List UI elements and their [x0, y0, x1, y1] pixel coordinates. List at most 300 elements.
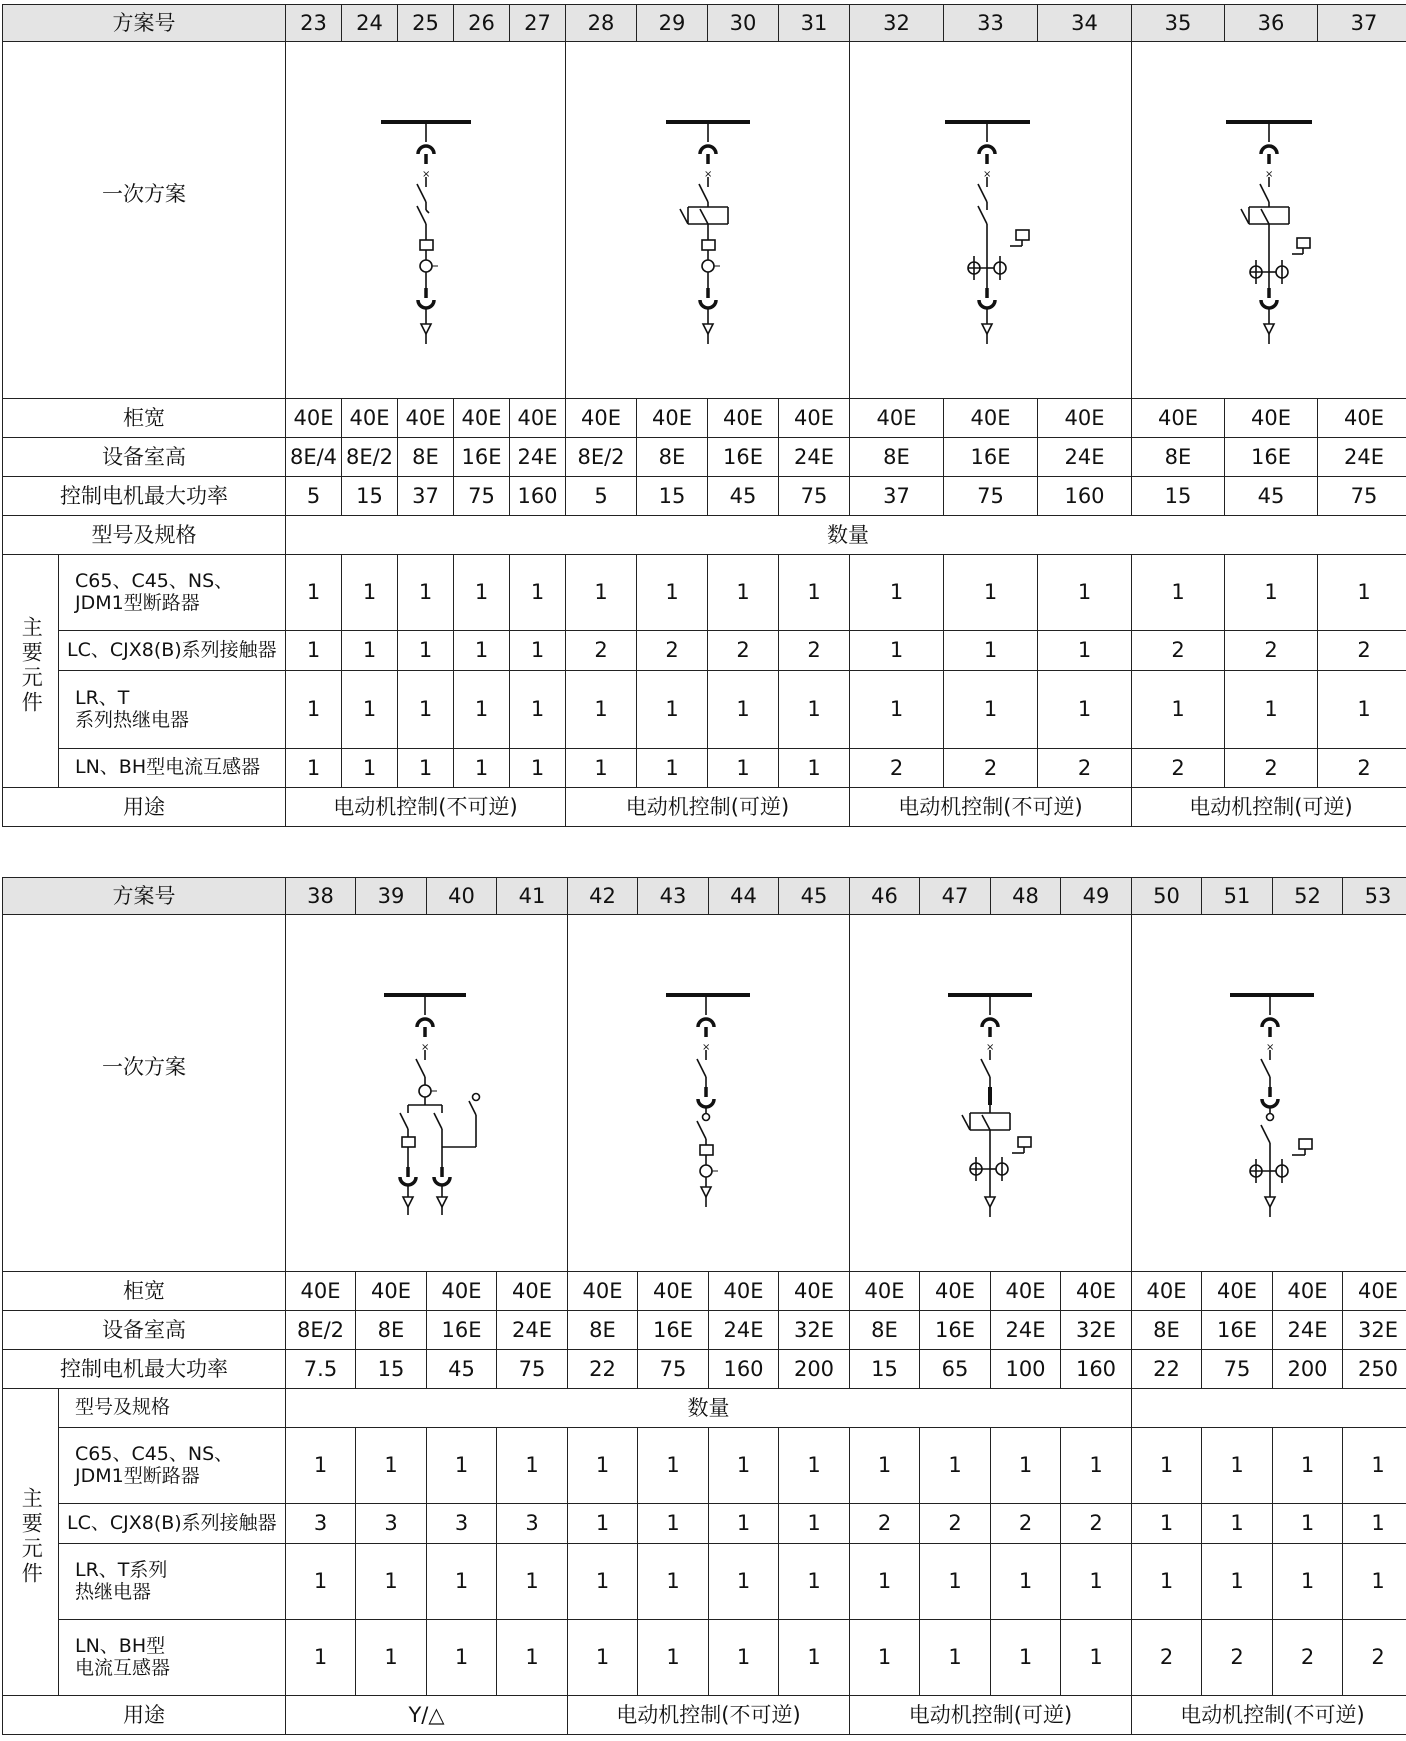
component-row	[3, 749, 1406, 788]
value-cell: 22	[568, 1350, 638, 1389]
single-line-diagram	[568, 915, 850, 1271]
value-cell: 40E	[850, 1272, 920, 1311]
component-name-line1: C65、C45、NS、	[75, 1442, 234, 1465]
value-cell: 40E	[1061, 1272, 1132, 1311]
value-cell: 250	[1343, 1350, 1406, 1389]
qty-cell: 1	[1273, 1428, 1343, 1504]
qty-cell: 1	[779, 1544, 850, 1620]
qty-cell: 2	[1202, 1620, 1273, 1696]
value-cell: 65	[920, 1350, 991, 1389]
row-label: 设备室高	[3, 1311, 286, 1350]
qty-cell: 1	[454, 555, 510, 631]
single-line-diagram	[286, 915, 568, 1271]
scheme-number: 33	[944, 5, 1038, 42]
qty-cell: 1	[920, 1428, 991, 1504]
value-cell: 75	[779, 477, 850, 516]
value-cell: 75	[1318, 477, 1406, 516]
cabinet-width-row	[3, 1272, 1406, 1311]
value-cell: 40E	[1202, 1272, 1273, 1311]
component-name-line1: LN、BH型电流互感器	[75, 756, 261, 779]
usage-cell: Y/△	[286, 1696, 568, 1735]
scheme-number: 36	[1225, 5, 1318, 42]
quantity-label: 数量	[286, 1389, 1132, 1428]
qty-cell: 1	[427, 1620, 497, 1696]
value-cell: 5	[566, 477, 637, 516]
value-cell: 8E	[398, 438, 454, 477]
scheme-number: 46	[850, 878, 920, 915]
scheme-number: 24	[342, 5, 398, 42]
component-name-line1: LC、CJX8(B)系列接触器	[67, 638, 277, 661]
qty-cell: 1	[1132, 1544, 1202, 1620]
value-cell: 160	[1038, 477, 1132, 516]
component-name-line2: JDM1型断路器	[75, 591, 200, 614]
qty-cell: 1	[1132, 1504, 1202, 1544]
qty-cell: 1	[568, 1544, 638, 1620]
value-cell: 40E	[568, 1272, 638, 1311]
qty-cell: 3	[356, 1504, 427, 1544]
qty-cell: 1	[779, 671, 850, 749]
scheme-number: 35	[1132, 5, 1225, 42]
qty-cell: 1	[779, 1620, 850, 1696]
single-line-diagram	[286, 42, 566, 398]
value-cell: 24E	[1318, 438, 1406, 477]
row-label: 控制电机最大功率	[3, 477, 286, 516]
value-cell: 40E	[286, 1272, 356, 1311]
qty-cell: 2	[1038, 749, 1132, 788]
qty-cell: 1	[637, 555, 708, 631]
qty-cell: 1	[779, 749, 850, 788]
qty-cell: 1	[398, 749, 454, 788]
value-cell: 40E	[850, 399, 944, 438]
qty-cell: 2	[779, 631, 850, 671]
value-cell: 40E	[779, 399, 850, 438]
component-name	[59, 1620, 286, 1696]
scheme-number: 30	[708, 5, 779, 42]
qty-cell: 1	[850, 1620, 920, 1696]
value-cell: 16E	[1225, 438, 1318, 477]
qty-cell: 1	[510, 671, 566, 749]
value-cell: 15	[850, 1350, 920, 1389]
scheme-number: 31	[779, 5, 850, 42]
qty-cell: 1	[991, 1620, 1061, 1696]
scheme-table-2	[2, 877, 1406, 1735]
spec-label: 型号及规格	[59, 1389, 286, 1428]
value-cell: 40E	[356, 1272, 427, 1311]
qty-cell: 1	[1038, 631, 1132, 671]
value-cell: 24E	[1038, 438, 1132, 477]
scheme-number: 50	[1132, 878, 1202, 915]
component-row	[3, 555, 1406, 631]
component-name-line2: 热继电器	[75, 1580, 152, 1603]
qty-cell: 2	[1225, 631, 1318, 671]
scheme-number-label: 方案号	[3, 5, 286, 42]
qty-cell: 1	[991, 1428, 1061, 1504]
value-cell: 24E	[1273, 1311, 1343, 1350]
single-line-diagram	[1132, 915, 1406, 1271]
svg-text:×: ×	[1265, 169, 1274, 180]
qty-cell: 1	[1343, 1428, 1406, 1504]
component-name	[59, 749, 286, 788]
qty-cell: 1	[566, 555, 637, 631]
qty-cell: 1	[779, 1504, 850, 1544]
scheme-number: 51	[1202, 878, 1273, 915]
scheme-number: 45	[779, 878, 850, 915]
component-name-line2: JDM1型断路器	[75, 1464, 200, 1487]
qty-cell: 1	[1318, 555, 1406, 631]
qty-cell: 1	[638, 1428, 709, 1504]
qty-cell: 1	[286, 671, 342, 749]
value-cell: 40E	[637, 399, 708, 438]
qty-cell: 1	[1202, 1544, 1273, 1620]
component-name-line1: LR、T系列	[75, 1558, 168, 1581]
qty-cell: 1	[566, 749, 637, 788]
spec-label: 型号及规格	[3, 516, 286, 555]
qty-cell: 1	[1202, 1428, 1273, 1504]
scheme-number: 42	[568, 878, 638, 915]
usage-cell: 电动机控制(不可逆)	[850, 788, 1132, 827]
value-cell: 40E	[779, 1272, 850, 1311]
value-cell: 40E	[398, 399, 454, 438]
qty-cell: 1	[850, 1428, 920, 1504]
value-cell: 75	[1202, 1350, 1273, 1389]
qty-cell: 2	[1343, 1620, 1406, 1696]
qty-cell: 1	[708, 749, 779, 788]
value-cell: 40E	[342, 399, 398, 438]
primary-scheme-row	[3, 915, 1406, 1272]
qty-cell: 1	[637, 749, 708, 788]
qty-cell: 1	[1343, 1544, 1406, 1620]
qty-cell: 1	[1273, 1504, 1343, 1544]
qty-cell: 1	[637, 671, 708, 749]
qty-cell: 1	[1318, 671, 1406, 749]
value-cell: 40E	[286, 399, 342, 438]
usage-cell: 电动机控制(不可逆)	[286, 788, 566, 827]
value-cell: 8E	[637, 438, 708, 477]
value-cell: 40E	[1225, 399, 1318, 438]
qty-cell: 1	[1132, 555, 1225, 631]
qty-cell: 3	[497, 1504, 568, 1544]
row-label: 设备室高	[3, 438, 286, 477]
value-cell: 16E	[708, 438, 779, 477]
value-cell: 37	[398, 477, 454, 516]
usage-cell: 电动机控制(可逆)	[850, 1696, 1132, 1735]
qty-cell: 1	[497, 1428, 568, 1504]
svg-text:×: ×	[1266, 1042, 1275, 1053]
scheme-number: 47	[920, 878, 991, 915]
qty-cell: 1	[944, 631, 1038, 671]
value-cell: 45	[427, 1350, 497, 1389]
qty-cell: 1	[1132, 671, 1225, 749]
row-label: 控制电机最大功率	[3, 1350, 286, 1389]
qty-cell: 1	[398, 631, 454, 671]
value-cell: 40E	[566, 399, 637, 438]
qty-cell: 1	[427, 1544, 497, 1620]
qty-cell: 1	[398, 555, 454, 631]
max-power-row	[3, 1350, 1406, 1389]
value-cell: 16E	[1202, 1311, 1273, 1350]
value-cell: 8E	[568, 1311, 638, 1350]
category-label	[3, 1389, 59, 1696]
scheme-number: 52	[1273, 878, 1343, 915]
scheme-number: 49	[1061, 878, 1132, 915]
value-cell: 16E	[454, 438, 510, 477]
component-name-line2: 系列热继电器	[75, 708, 190, 731]
value-cell: 32E	[779, 1311, 850, 1350]
scheme-number: 44	[709, 878, 779, 915]
value-cell: 40E	[1318, 399, 1406, 438]
value-cell: 40E	[1343, 1272, 1406, 1311]
qty-cell: 1	[709, 1544, 779, 1620]
single-line-diagram	[566, 42, 850, 398]
value-cell: 40E	[920, 1272, 991, 1311]
quantity-label: 数量	[286, 516, 1406, 555]
scheme-table-1	[2, 4, 1406, 827]
qty-cell: 2	[920, 1504, 991, 1544]
qty-cell: 2	[1318, 749, 1406, 788]
single-line-diagram	[850, 915, 1132, 1271]
qty-cell: 1	[342, 555, 398, 631]
value-cell: 32E	[1343, 1311, 1406, 1350]
scheme-number: 53	[1343, 878, 1406, 915]
qty-cell: 1	[1061, 1544, 1132, 1620]
qty-cell: 1	[286, 1620, 356, 1696]
qty-cell: 1	[342, 671, 398, 749]
value-cell: 8E	[1132, 1311, 1202, 1350]
circuit-diagram-group-3	[850, 42, 1132, 399]
component-row	[3, 1428, 1406, 1504]
qty-cell: 1	[850, 631, 944, 671]
svg-text:×: ×	[421, 1042, 430, 1053]
qty-cell: 2	[708, 631, 779, 671]
scheme-number: 23	[286, 5, 342, 42]
qty-cell: 1	[709, 1620, 779, 1696]
qty-cell: 2	[566, 631, 637, 671]
value-cell: 16E	[944, 438, 1038, 477]
component-name-line1: LC、CJX8(B)系列接触器	[67, 1511, 277, 1534]
value-cell: 8E	[850, 438, 944, 477]
qty-cell: 1	[568, 1620, 638, 1696]
primary-scheme-row	[3, 42, 1406, 399]
qty-cell: 1	[708, 671, 779, 749]
qty-cell: 1	[356, 1428, 427, 1504]
qty-cell: 1	[709, 1504, 779, 1544]
component-name	[59, 1544, 286, 1620]
qty-cell: 1	[356, 1620, 427, 1696]
value-cell: 8E/2	[286, 1311, 356, 1350]
qty-cell: 3	[286, 1504, 356, 1544]
scheme-number: 39	[356, 878, 427, 915]
value-cell: 16E	[427, 1311, 497, 1350]
value-cell: 160	[1061, 1350, 1132, 1389]
row-label: 柜宽	[3, 399, 286, 438]
component-name	[59, 1504, 286, 1544]
usage-row	[3, 788, 1406, 827]
value-cell: 40E	[638, 1272, 709, 1311]
qty-cell: 1	[286, 555, 342, 631]
svg-text:×: ×	[422, 169, 431, 180]
value-cell: 40E	[427, 1272, 497, 1311]
value-cell: 24E	[991, 1311, 1061, 1350]
value-cell: 40E	[708, 399, 779, 438]
usage-cell: 电动机控制(不可逆)	[1132, 1696, 1406, 1735]
single-line-diagram	[850, 42, 1132, 398]
value-cell: 8E	[1132, 438, 1225, 477]
qty-cell: 1	[286, 1428, 356, 1504]
component-name	[59, 555, 286, 631]
spec-row	[3, 1389, 1406, 1428]
value-cell: 40E	[510, 399, 566, 438]
qty-cell: 2	[1225, 749, 1318, 788]
qty-cell: 2	[1273, 1620, 1343, 1696]
qty-cell: 1	[510, 631, 566, 671]
circuit-diagram-group-2	[566, 42, 850, 399]
qty-cell: 2	[1132, 1620, 1202, 1696]
value-cell: 45	[708, 477, 779, 516]
usage-cell: 电动机控制(不可逆)	[568, 1696, 850, 1735]
qty-cell: 1	[779, 1428, 850, 1504]
single-line-diagram	[1132, 42, 1406, 398]
value-cell: 15	[1132, 477, 1225, 516]
max-power-row	[3, 477, 1406, 516]
scheme-number: 32	[850, 5, 944, 42]
scheme-number: 27	[510, 5, 566, 42]
usage-label: 用途	[3, 1696, 286, 1735]
value-cell: 22	[1132, 1350, 1202, 1389]
qty-cell: 1	[1273, 1544, 1343, 1620]
value-cell: 40E	[1038, 399, 1132, 438]
value-cell: 75	[454, 477, 510, 516]
value-cell: 8E/2	[566, 438, 637, 477]
component-row	[3, 1544, 1406, 1620]
qty-cell: 1	[510, 749, 566, 788]
scheme-number: 34	[1038, 5, 1132, 42]
qty-cell: 1	[1038, 671, 1132, 749]
value-cell: 8E/2	[342, 438, 398, 477]
qty-cell: 1	[779, 555, 850, 631]
svg-text:×: ×	[986, 1042, 995, 1053]
svg-text:×: ×	[983, 169, 992, 180]
qty-cell: 1	[709, 1428, 779, 1504]
value-cell: 40E	[944, 399, 1038, 438]
qty-cell: 3	[427, 1504, 497, 1544]
value-cell: 16E	[638, 1311, 709, 1350]
value-cell: 15	[637, 477, 708, 516]
qty-cell: 1	[454, 749, 510, 788]
usage-label: 用途	[3, 788, 286, 827]
value-cell: 75	[638, 1350, 709, 1389]
qty-cell: 1	[427, 1428, 497, 1504]
qty-cell: 2	[1132, 631, 1225, 671]
qty-cell: 1	[356, 1544, 427, 1620]
value-cell: 8E	[356, 1311, 427, 1350]
qty-cell: 1	[920, 1620, 991, 1696]
cabinet-width-row	[3, 399, 1406, 438]
qty-cell: 1	[568, 1504, 638, 1544]
component-row	[3, 631, 1406, 671]
component-name	[59, 671, 286, 749]
value-cell: 40E	[1132, 399, 1225, 438]
qty-cell: 1	[991, 1544, 1061, 1620]
component-name-line1: C65、C45、NS、	[75, 569, 234, 592]
qty-cell: 1	[497, 1620, 568, 1696]
circuit-diagram-group-4	[1132, 42, 1406, 399]
value-cell: 15	[342, 477, 398, 516]
value-cell: 16E	[920, 1311, 991, 1350]
scheme-number: 38	[286, 878, 356, 915]
value-cell: 40E	[1132, 1272, 1202, 1311]
qty-cell: 2	[1318, 631, 1406, 671]
component-name-line1: LN、BH型	[75, 1634, 166, 1657]
qty-cell: 2	[1132, 749, 1225, 788]
scheme-number: 29	[637, 5, 708, 42]
circuit-diagram-group-4	[1132, 915, 1406, 1272]
value-cell: 5	[286, 477, 342, 516]
qty-cell: 2	[1061, 1504, 1132, 1544]
component-row	[3, 671, 1406, 749]
scheme-number: 25	[398, 5, 454, 42]
value-cell: 40E	[497, 1272, 568, 1311]
circuit-diagram-group-1	[286, 42, 566, 399]
scheme-number: 26	[454, 5, 510, 42]
qty-cell: 1	[1132, 1428, 1202, 1504]
scheme-number: 41	[497, 878, 568, 915]
qty-cell: 1	[286, 1544, 356, 1620]
value-cell: 24E	[510, 438, 566, 477]
qty-cell: 1	[454, 631, 510, 671]
value-cell: 200	[1273, 1350, 1343, 1389]
value-cell: 160	[510, 477, 566, 516]
value-cell: 32E	[1061, 1311, 1132, 1350]
qty-cell: 1	[1343, 1504, 1406, 1544]
room-height-row	[3, 438, 1406, 477]
scheme-number: 48	[991, 878, 1061, 915]
qty-cell: 1	[638, 1620, 709, 1696]
value-cell: 40E	[991, 1272, 1061, 1311]
qty-cell: 1	[850, 671, 944, 749]
value-cell: 24E	[709, 1311, 779, 1350]
spec-row	[3, 516, 1406, 555]
scheme-number: 43	[638, 878, 709, 915]
qty-cell: 1	[566, 671, 637, 749]
value-cell: 75	[944, 477, 1038, 516]
qty-cell: 2	[637, 631, 708, 671]
scheme-number: 37	[1318, 5, 1406, 42]
qty-cell: 1	[850, 1544, 920, 1620]
qty-cell: 1	[568, 1428, 638, 1504]
qty-cell: 1	[708, 555, 779, 631]
component-name-line1: LR、T	[75, 686, 130, 709]
qty-cell: 1	[1225, 671, 1318, 749]
qty-cell: 1	[638, 1544, 709, 1620]
qty-cell: 1	[1061, 1620, 1132, 1696]
category-text: 主要元件	[19, 615, 44, 716]
component-name	[59, 1428, 286, 1504]
component-name-line2: 电流互感器	[75, 1656, 171, 1679]
qty-cell: 2	[944, 749, 1038, 788]
primary-scheme-label: 一次方案	[3, 915, 286, 1272]
qty-cell: 1	[1061, 1428, 1132, 1504]
category-text: 主要元件	[19, 1486, 44, 1587]
value-cell: 15	[356, 1350, 427, 1389]
quantity-blank	[1132, 1389, 1406, 1428]
qty-cell: 1	[342, 749, 398, 788]
qty-cell: 2	[991, 1504, 1061, 1544]
value-cell: 7.5	[286, 1350, 356, 1389]
qty-cell: 2	[850, 1504, 920, 1544]
circuit-diagram-group-2	[568, 915, 850, 1272]
value-cell: 8E/4	[286, 438, 342, 477]
scheme-number-label: 方案号	[3, 878, 286, 915]
